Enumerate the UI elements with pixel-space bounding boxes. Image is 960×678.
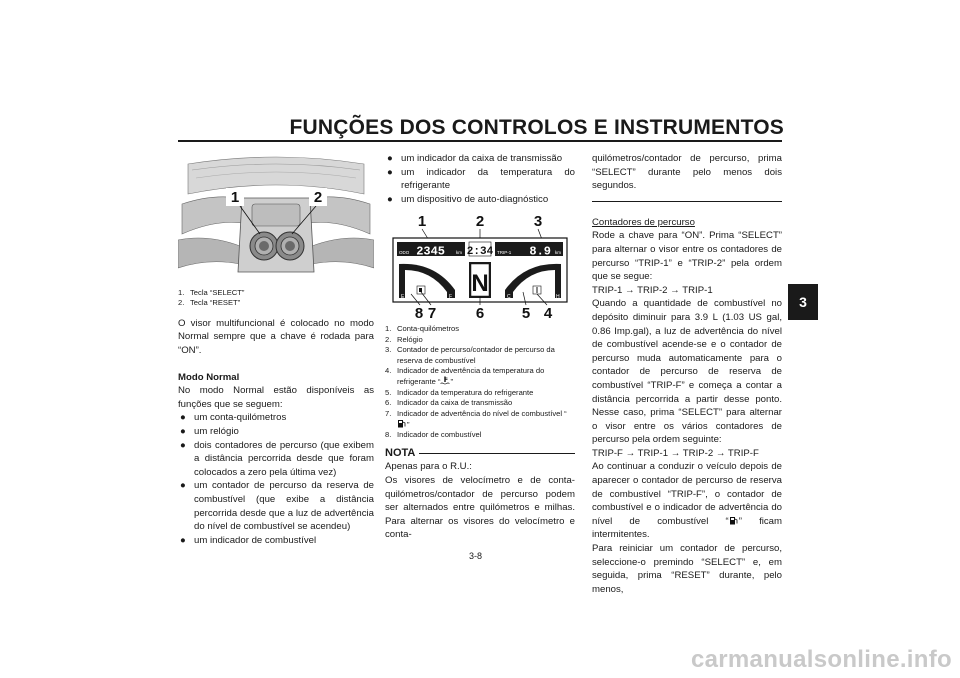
list-item: ● um indicador da temperatura do refrigerante: [387, 166, 575, 192]
paragraph: quilómetros/contador de percurso, prima “SELECT” durante pelo menos dois segundos.: [592, 153, 782, 192]
temp-hot-label: H: [556, 294, 560, 301]
caption-item: 8. Indicador de combustível: [385, 430, 482, 440]
cluster-callout-5: 5: [521, 305, 531, 321]
fuel-empty-label: E: [401, 294, 405, 301]
paragraph: Quando a quantidade de combustível no depósito diminuir para 3.9 L (1.03 US gal, 0.86 Imp.gal), a luz de advertência do nível de combustível acende-se e o contador de percurso muda automaticamente para o contador de percurso de reserva de combustível “TRIP-F” e começa a contar a distância percorrida a partir desse ponto. Nesse caso, prima “SELECT” para alternar o visor entre os vários contadores de percurso pela ordem seguinte:: [592, 298, 782, 446]
list-item: ● um dispositivo de auto-diagnóstico: [387, 193, 549, 205]
watermark: carmanualsonline.info: [690, 646, 952, 673]
cluster-callout-7: 7: [427, 305, 437, 321]
lead-paragraph: No modo Normal estão disponíveis as funções que se seguem:: [178, 385, 374, 410]
figure1-captions: [178, 288, 374, 309]
figure2-captions: [385, 324, 575, 440]
fuel-full-label: F: [449, 294, 453, 301]
caption-item: 1. Tecla “SELECT”: [178, 288, 245, 297]
note-label: NOTA: [385, 446, 416, 459]
normal-mode-list: [178, 411, 374, 547]
gear-indicator: N: [471, 270, 489, 298]
odo-label: ODO: [399, 250, 410, 256]
caption-item: 2. Relógio: [385, 334, 423, 344]
note-paragraph: Os visores de velocímetro e de conta-quilómetros/contador de percurso podem ser alternados entre quilómetros e milhas. Para alternar os visores do velocímetro e conta-: [385, 475, 575, 541]
section-tab: 3: [788, 284, 818, 320]
header-rule: [178, 140, 782, 142]
trip-label: TRIP-1: [497, 250, 512, 256]
caption-item: 4. Indicador de advertência da temperatura do refrigerante “ ”: [385, 366, 545, 387]
caption-item: 3. Contador de percurso/contador de percurso da reserva de combustível: [385, 345, 555, 365]
column-3: [592, 152, 782, 596]
handlebar-switch-photo: [178, 154, 374, 280]
caption-item: 1. Conta-quilómetros: [385, 324, 460, 334]
cluster-callout-4: 4: [543, 305, 553, 321]
caption-item: 5. Indicador da temperatura do refrigerante: [385, 387, 534, 397]
temp-cold-label: C: [507, 294, 511, 301]
list-item: ● um relógio: [180, 425, 239, 437]
cluster-callout-2: 2: [475, 213, 485, 231]
section-heading: Modo Normal: [178, 371, 240, 383]
odo-unit: km: [456, 250, 462, 256]
note-rule: [419, 453, 575, 454]
cluster-callout-8: 8: [414, 305, 424, 321]
caption-item: 6. Indicador da caixa de transmissão: [385, 398, 513, 408]
odometer-value: 2345: [416, 244, 445, 259]
list-item: ● um indicador da caixa de transmissão: [387, 153, 563, 164]
intro-paragraph: O visor multifuncional é colocado no modo Normal sempre que a chave é rodada para “ON”.: [178, 317, 374, 356]
coolant-temperature-icon: [440, 376, 450, 385]
instrument-display-diagram: [385, 210, 575, 320]
subsection-heading: Contadores de percurso: [592, 216, 695, 228]
caption-item: 2. Tecla “RESET”: [178, 298, 241, 308]
list-item: ● um contador de percurso da reserva de combustível (que exibe a distância percorrida desde que a luz de advertência do nível de combustível se acendeu): [180, 480, 374, 533]
section-rule: [592, 201, 782, 202]
list-item: ● dois contadores de percurso (que exibem a distância percorrida desde que foram colocados a zero pela última vez): [180, 439, 374, 478]
paragraph: Ao continuar a conduzir o veículo depois de aparecer o contador de percurso de reserva de combustível “TRIP-F”, o contador de combustível e o indicador de advertência do nível de combustível “ ” ficam intermitentes.: [592, 461, 782, 541]
fuel-pump-icon: [397, 419, 407, 428]
clock-value: 2:34: [466, 246, 494, 259]
note-header: [385, 447, 575, 461]
page-number: 3-8: [469, 551, 483, 561]
cluster-callout-3: 3: [533, 213, 543, 231]
column-1: [178, 154, 374, 547]
trip-sequence-1: TRIP-1 → TRIP-2 → TRIP-1: [592, 284, 713, 296]
page-title: FUNÇÕES DOS CONTROLOS E INSTRUMENTOS: [289, 116, 784, 139]
list-item: ● um conta-quilómetros: [180, 412, 287, 424]
trip-value: 8.9: [529, 244, 551, 259]
photo-callout-2: 2: [313, 189, 323, 206]
trip-unit: km: [555, 250, 561, 256]
cluster-callout-1: 1: [417, 213, 427, 231]
photo-callout-1: 1: [230, 189, 240, 206]
more-functions-list: [385, 152, 575, 206]
paragraph: Para reiniciar um contador de percurso, seleccione-o premindo “SELECT” e, em seguida, prima “RESET” durante, pelo menos,: [592, 543, 782, 595]
note-line: Apenas para o R.U.:: [385, 461, 472, 473]
fuel-pump-icon: [729, 516, 739, 525]
trip-sequence-2: TRIP-F → TRIP-1 → TRIP-2 → TRIP-F: [592, 447, 759, 459]
paragraph: Rode a chave para “ON”. Prima “SELECT” para alternar o visor entre os contadores de percurso “TRIP-1” e “TRIP-2” pela ordem que se segue:: [592, 230, 782, 283]
caption-item: 7. Indicador de advertência do nível de combustível “”: [385, 408, 567, 430]
column-2: [385, 152, 575, 542]
cluster-callout-6: 6: [475, 305, 485, 321]
list-item: ● um indicador de combustível: [180, 534, 317, 546]
